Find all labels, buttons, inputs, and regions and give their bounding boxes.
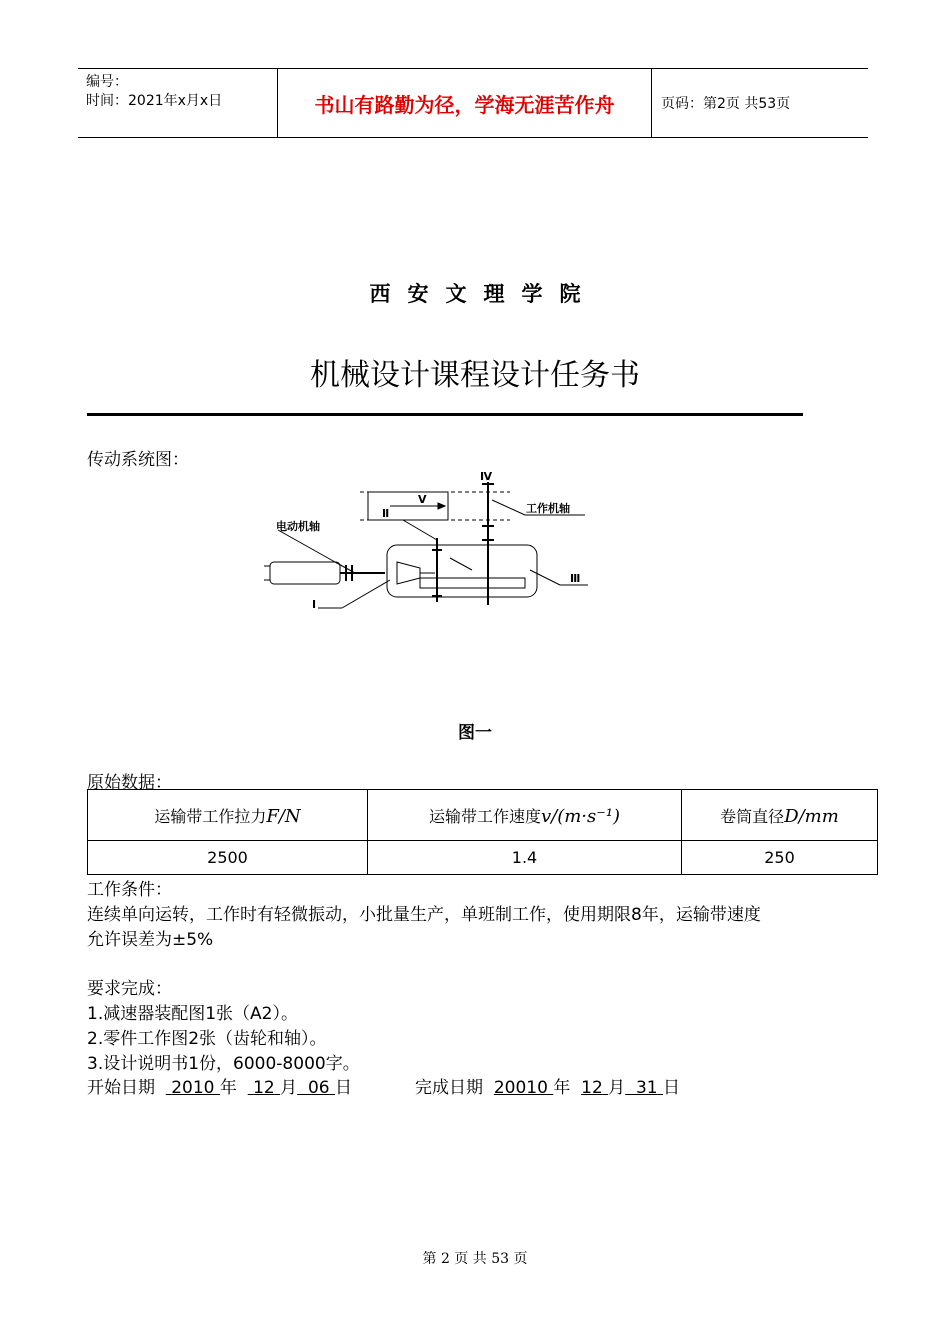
school-name: 西安文理学院 bbox=[369, 282, 598, 306]
list-item: 3.设计说明书1份，6000-8000字。 bbox=[87, 1054, 360, 1074]
label-motor-shaft: 电动机轴 bbox=[276, 520, 320, 533]
title-divider bbox=[87, 413, 803, 416]
list-item: 1.减速器装配图1张（A2）。 bbox=[87, 1004, 298, 1024]
start-date-label: 开始日期 bbox=[87, 1078, 155, 1098]
header-speed: 运输带工作速度v/(m·s⁻¹) bbox=[368, 790, 682, 841]
parameter-table bbox=[87, 789, 878, 875]
conditions-line-2: 允许误差为±5% bbox=[87, 930, 214, 950]
label-roman-3: Ⅲ bbox=[570, 572, 581, 585]
number-label: 编号： bbox=[86, 74, 128, 90]
label-roman-4: Ⅳ bbox=[480, 470, 493, 483]
start-day: 06 bbox=[307, 1078, 330, 1098]
header-force: 运输带工作拉力F/N bbox=[88, 790, 368, 841]
header-diameter: 卷筒直径D/mm bbox=[682, 790, 878, 841]
velocity-arrowhead bbox=[438, 503, 445, 509]
end-year: 20010 bbox=[493, 1078, 548, 1098]
gear-pair bbox=[420, 578, 525, 588]
requirements-label: 要求完成： bbox=[87, 979, 172, 999]
bevel-gear bbox=[397, 562, 420, 584]
end-date: 完成日期 20010 年 12 月 31 日 bbox=[415, 1078, 681, 1098]
transmission-diagram bbox=[260, 470, 620, 620]
header-motto: 书山有路勤为径，学海无涯苦作舟 bbox=[278, 69, 652, 137]
end-date-label: 完成日期 bbox=[415, 1078, 483, 1098]
table-header-row bbox=[88, 790, 878, 841]
list-item: 2.零件工作图2张（齿轮和轴）。 bbox=[87, 1029, 327, 1049]
page-header bbox=[78, 68, 868, 138]
value-speed: 1.4 bbox=[368, 841, 682, 875]
header-page-label: 页码：第2页 共53页 bbox=[661, 96, 791, 112]
motor bbox=[270, 562, 340, 584]
value-diameter: 250 bbox=[682, 841, 878, 875]
conditions-label: 工作条件： bbox=[87, 880, 172, 900]
figure-caption: 图一 bbox=[458, 723, 492, 743]
start-month: 12 bbox=[253, 1078, 275, 1098]
end-day: 31 bbox=[635, 1078, 658, 1098]
value-force: 2500 bbox=[88, 841, 368, 875]
conditions-line-1: 连续单向运转，工作时有轻微振动，小批量生产，单班制工作，使用期限8年，运输带速度 bbox=[87, 905, 761, 925]
label-v: V bbox=[418, 493, 427, 506]
table-row bbox=[88, 841, 878, 875]
start-year: 2010 bbox=[171, 1078, 215, 1098]
label-work-shaft: 工作机轴 bbox=[526, 502, 570, 515]
document-title: 机械设计课程设计任务书 bbox=[310, 358, 640, 393]
header-meta bbox=[78, 69, 278, 137]
requirements-section bbox=[87, 977, 877, 1077]
page-footer: 第 2 页 共 53 页 bbox=[422, 1251, 528, 1267]
end-month: 12 bbox=[581, 1078, 603, 1098]
start-date: 开始日期 2010 年 12 月 06 日 bbox=[87, 1078, 353, 1098]
label-roman-2: Ⅱ bbox=[382, 507, 390, 520]
diagram-label: 传动系统图： bbox=[87, 450, 189, 470]
reducer-housing bbox=[387, 545, 537, 597]
data-label: 原始数据： bbox=[87, 773, 172, 793]
time-label: 时间：2021年x月x日 bbox=[86, 93, 223, 109]
label-roman-1: Ⅰ bbox=[312, 598, 317, 611]
conditions-section bbox=[87, 878, 877, 953]
